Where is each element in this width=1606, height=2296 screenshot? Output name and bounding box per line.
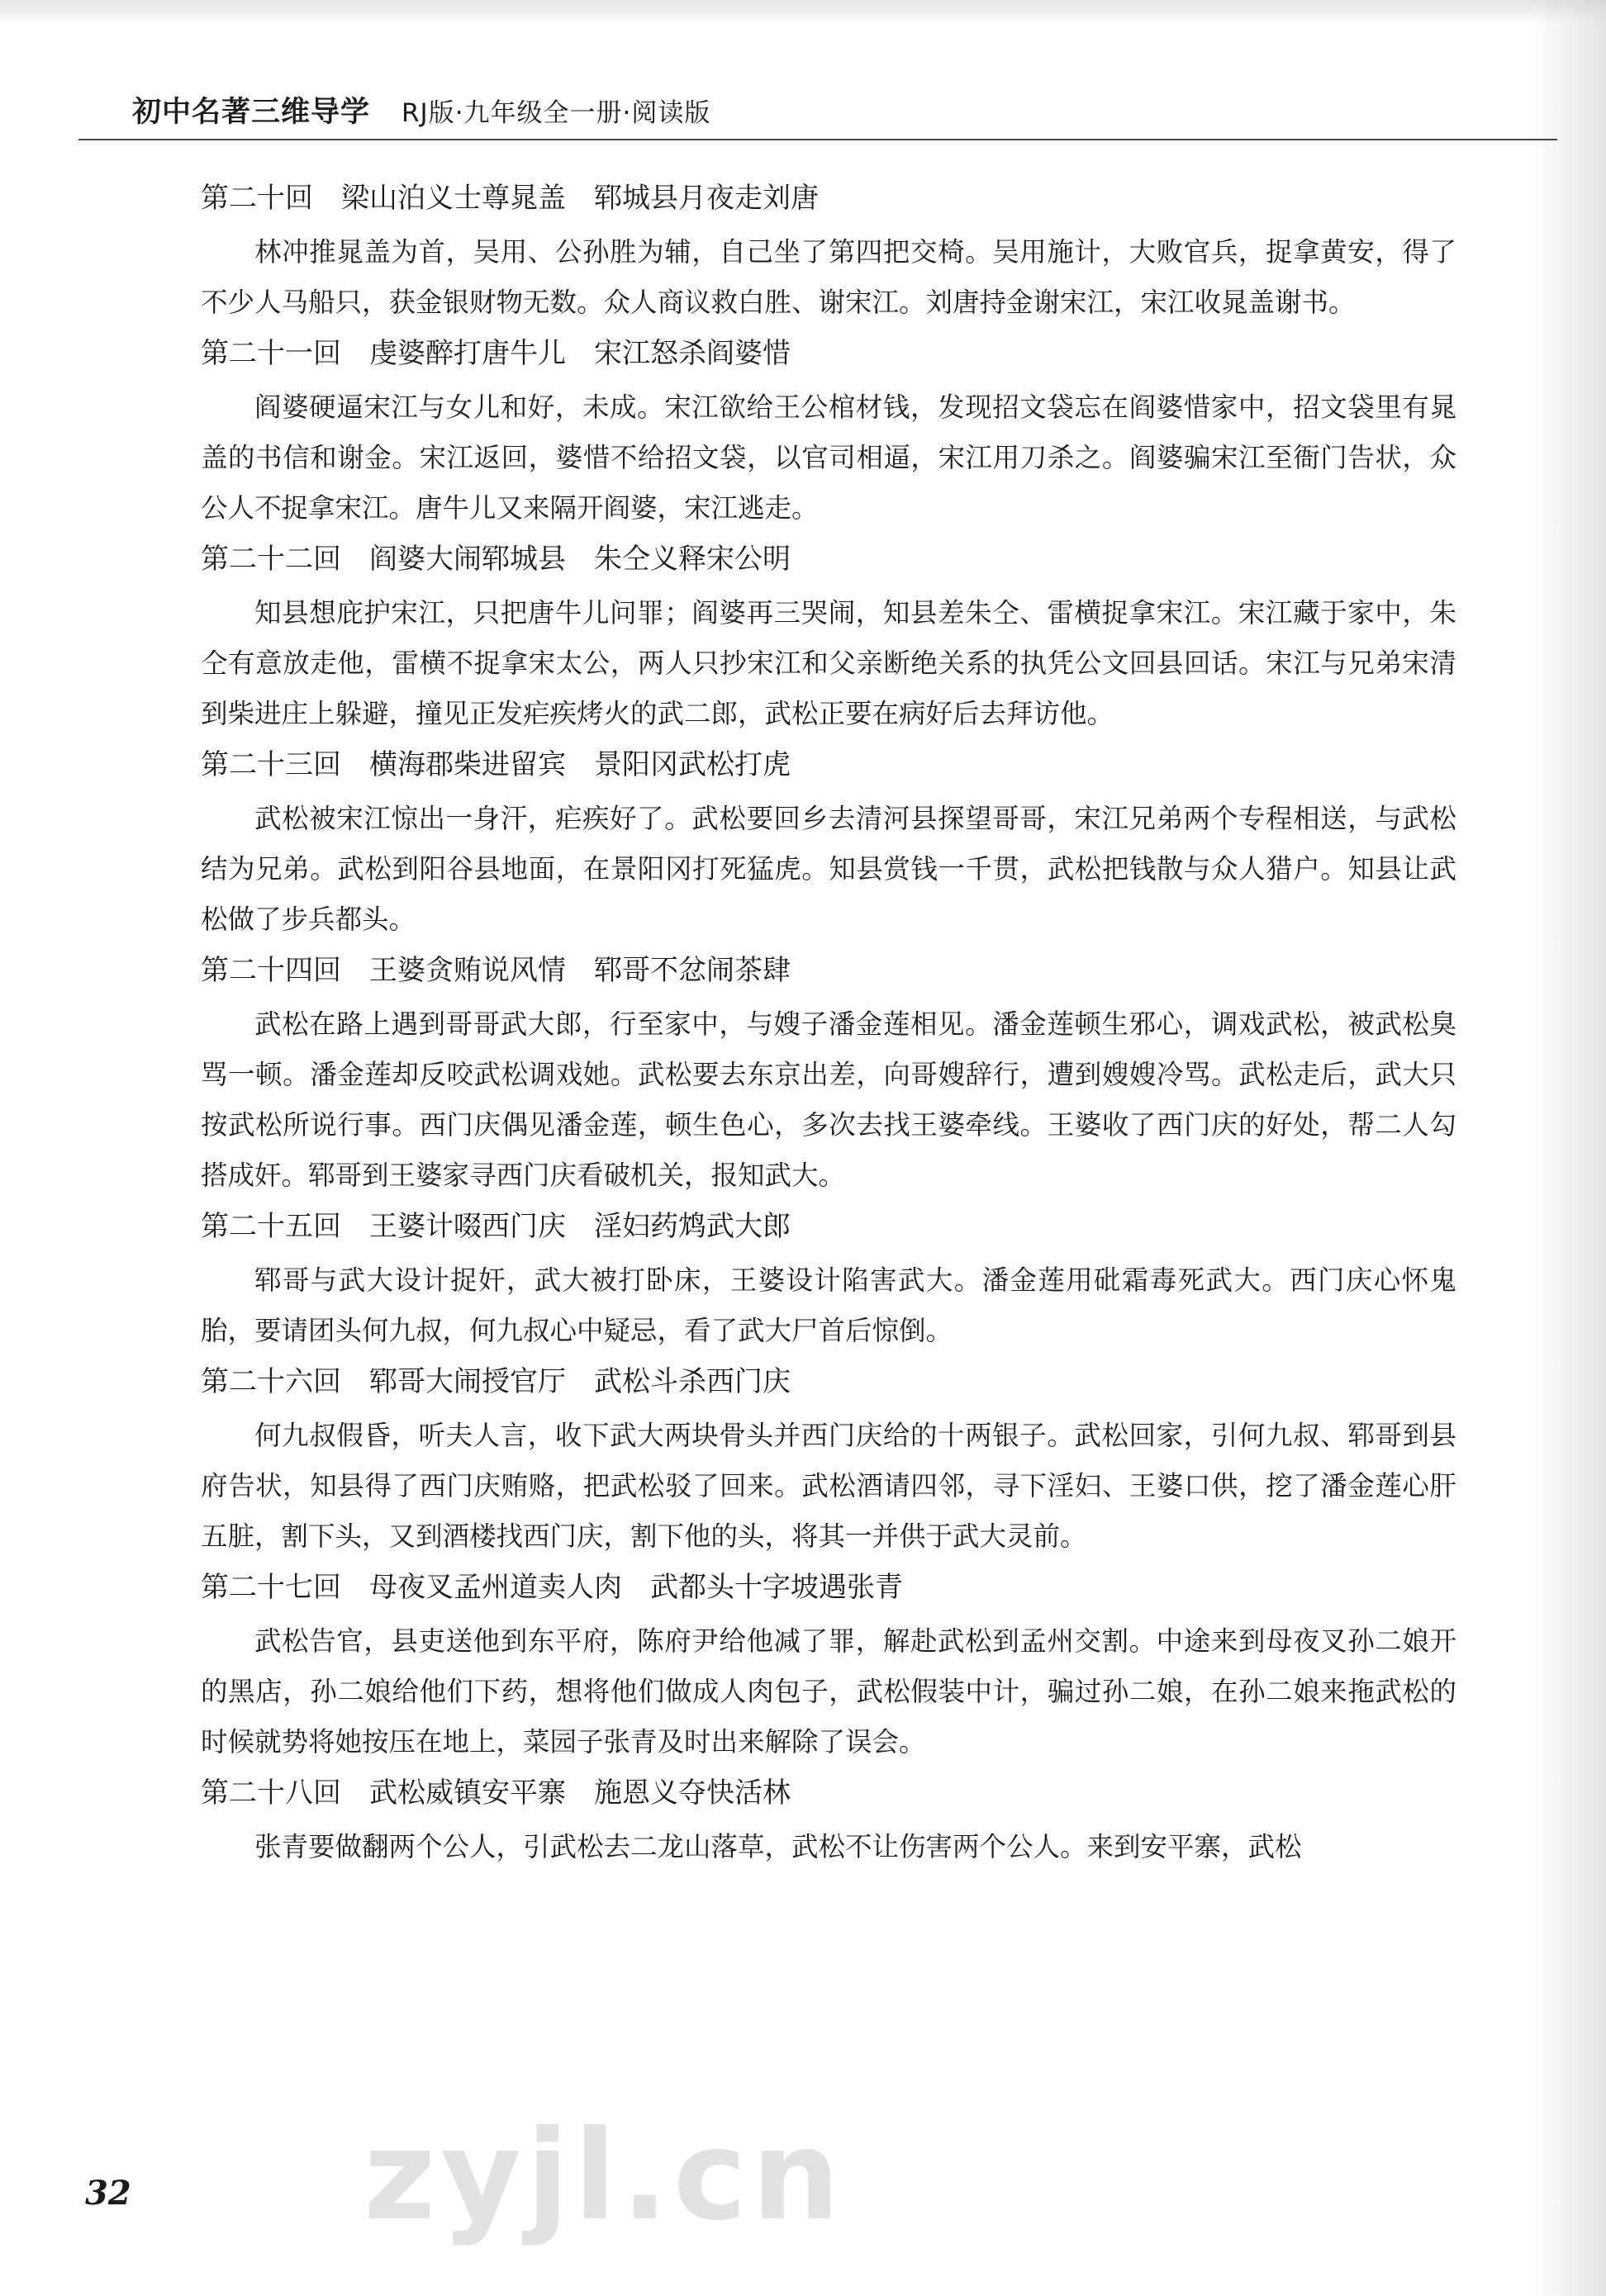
- chapter-title: 第二十三回 横海郡柴进留宾 景阳冈武松打虎: [201, 748, 791, 781]
- chapter-28: [201, 1772, 1456, 1872]
- page-number: 32: [85, 2174, 131, 2213]
- chapter-24: [201, 950, 1456, 1201]
- chapter-summary: 郓哥与武大设计捉奸，武大被打卧床，王婆设计陷害武大。潘金莲用砒霜毒死武大。西门庆心怀鬼胎，要请团头何九叔，何九叔心中疑忌，看了武大尸首后惊倒。: [201, 1264, 1456, 1346]
- chapter-27: [201, 1567, 1456, 1767]
- watermark: zyjl.cn: [363, 2104, 845, 2248]
- running-header: [132, 89, 710, 130]
- chapter-25: [201, 1206, 1456, 1356]
- chapter-title: 第二十八回 武松威镇安平寨 施恩义夺快活林: [201, 1777, 791, 1810]
- chapter-summary: 何九叔假昏，听夫人言，收下武大两块骨头并西门庆给的十两银子。武松回家，引何九叔、郓哥到县府告状，知县得了西门庆贿赂，把武松驳了回来。武松酒请四邻，寻下淫妇、王婆口供，挖了潘金莲心肝五脏，割下头，又到酒楼找西门庆，割下他的头，将其一并供于武大灵前。: [201, 1420, 1456, 1552]
- chapter-21: [201, 333, 1456, 534]
- chapter-title: 第二十四回 王婆贪贿说风情 郓哥不忿闹茶肆: [201, 954, 791, 987]
- chapter-summary: 知县想庇护宋江，只把唐牛儿问罪；阎婆再三哭闹，知县差朱仝、雷横捉拿宋江。宋江藏于家中，朱仝有意放走他，雷横不捉拿宋太公，两人只抄宋江和父亲断绝关系的执凭公文回县回话。宋江与兄弟宋清到柴进庄上躲避，撞见正发疟疾烤火的武二郎，武松正要在病好后去拜访他。: [201, 597, 1456, 729]
- chapter-title: 第二十回 梁山泊义士尊晁盖 郓城县月夜走刘唐: [201, 182, 819, 215]
- chapter-title: 第二十二回 阎婆大闹郓城县 朱仝义释宋公明: [201, 543, 791, 576]
- header-rule: [78, 139, 1557, 140]
- chapter-summary: 阎婆硬逼宋江与女儿和好，未成。宋江欲给王公棺材钱，发现招文袋忘在阎婆惜家中，招文袋里有晁盖的书信和谢金。宋江返回，婆惜不给招文袋，以官司相逼，宋江用刀杀之。阎婆骗宋江至衙门告状，众公人不捉拿宋江。唐牛儿又来隔开阎婆，宋江逃走。: [201, 391, 1456, 524]
- chapter-title: 第二十六回 郓哥大闹授官厅 武松斗杀西门庆: [201, 1365, 791, 1398]
- chapter-summaries: [201, 178, 1456, 1877]
- chapter-summary: 林冲推晁盖为首，吴用、公孙胜为辅，自己坐了第四把交椅。吴用施计，大败官兵，捉拿黄安，得了不少人马船只，获金银财物无数。众人商议救白胜、谢宋江。刘唐持金谢宋江，宋江收晁盖谢书。: [201, 236, 1456, 318]
- page-top-shadow: [0, 0, 1606, 23]
- chapter-23: [201, 744, 1456, 945]
- chapter-26: [201, 1361, 1456, 1562]
- chapter-22: [201, 538, 1456, 739]
- edition-label: RJ版·九年级全一册·阅读版: [402, 98, 711, 128]
- chapter-20: [201, 178, 1456, 328]
- series-title: 初中名著三维导学: [132, 96, 371, 129]
- page-edge-shadow: [1532, 0, 1606, 2296]
- chapter-title: 第二十七回 母夜叉孟州道卖人肉 武都头十字坡遇张青: [201, 1571, 903, 1604]
- chapter-title: 第二十五回 王婆计啜西门庆 淫妇药鸩武大郎: [201, 1210, 791, 1243]
- chapter-summary: 张青要做翻两个公人，引武松去二龙山落草，武松不让伤害两个公人。来到安平寨，武松: [254, 1831, 1302, 1862]
- chapter-summary: 武松被宋江惊出一身汗，疟疾好了。武松要回乡去清河县探望哥哥，宋江兄弟两个专程相送，与武松结为兄弟。武松到阳谷县地面，在景阳冈打死猛虎。知县赏钱一千贯，武松把钱散与众人猎户。知县让武松做了步兵都头。: [201, 803, 1456, 935]
- chapter-title: 第二十一回 虔婆醉打唐牛儿 宋江怒杀阎婆惜: [201, 337, 791, 370]
- chapter-summary: 武松在路上遇到哥哥武大郎，行至家中，与嫂子潘金莲相见。潘金莲顿生邪心，调戏武松，被武松臭骂一顿。潘金莲却反咬武松调戏她。武松要去东京出差，向哥嫂辞行，遭到嫂嫂冷骂。武松走后，武大只按武松所说行事。西门庆偶见潘金莲，顿生色心，多次去找王婆牵线。王婆收了西门庆的好处，帮二人勾搭成奸。郓哥到王婆家寻西门庆看破机关，报知武大。: [201, 1008, 1456, 1191]
- chapter-summary: 武松告官，县吏送他到东平府，陈府尹给他减了罪，解赴武松到孟州交割。中途来到母夜叉孙二娘开的黑店，孙二娘给他们下药，想将他们做成人肉包子，武松假装中计，骗过孙二娘，在孙二娘来拖武松的时候就势将她按压在地上，菜园子张青及时出来解除了误会。: [201, 1625, 1456, 1758]
